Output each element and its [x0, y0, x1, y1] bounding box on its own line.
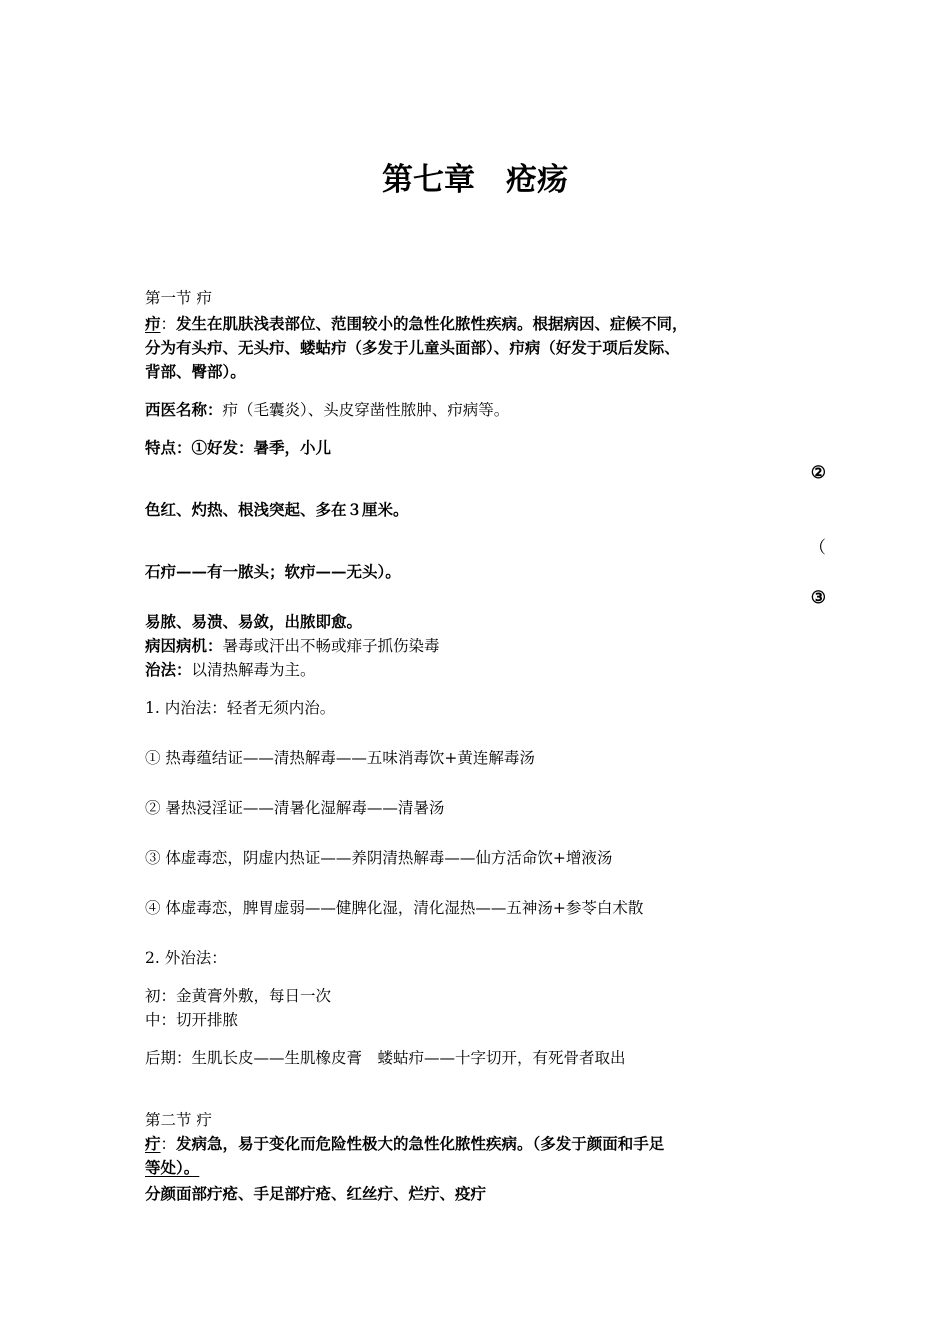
- definition-separator: ：: [160, 315, 177, 333]
- western-name-text: 疖（毛囊炎）、头皮穿凿性脓肿、疖病等。: [222, 401, 510, 419]
- external-step: 中：切开排脓: [145, 1011, 239, 1029]
- definition-term: 疔: [145, 1134, 161, 1153]
- types-line: 分颜面部疔疮、手足部疔疮、红丝疔、烂疔、疫疔: [145, 1184, 487, 1203]
- western-name-label: 西医名称：: [145, 400, 223, 419]
- definition-line: 等处）。: [145, 1158, 200, 1177]
- feature-line: 色红、灼热、根浅突起、多在３厘米。: [145, 500, 409, 519]
- external-step: 初：金黄膏外敷，每日一次: [145, 987, 332, 1005]
- treatment-line: [145, 658, 316, 682]
- page-title: 第七章 疮疡: [382, 162, 568, 198]
- prescription-item: ① 热毒蕴结证——清热解毒——五味消毒饮+黄连解毒汤: [145, 749, 535, 767]
- definition-term: 疖: [145, 314, 161, 333]
- feature-marker: ③: [810, 588, 826, 608]
- definition-line: [145, 312, 688, 336]
- prescription-item: ④ 体虚毒恋，脾胃虚弱——健脾化湿，清化湿热——五神汤+参苓白术散: [145, 899, 644, 917]
- definition-line: 分为有头疖、无头疖、蝼蛄疖（多发于儿童头面部）、疖病（好发于项后发际、: [145, 338, 680, 357]
- feature-line: 易脓、易溃、易敛，出脓即愈。: [145, 612, 363, 631]
- treatment-label: 治法：: [145, 660, 192, 679]
- section-heading: 第一节 疖: [145, 289, 212, 307]
- treatment-text: 以清热解毒为主。: [191, 661, 316, 679]
- definition-text: 发病急，易于变化而危险性极大的急性化脓性疾病。（多发于颜面和手足: [176, 1134, 665, 1153]
- definition-line: [145, 1132, 664, 1156]
- cause-text: 暑毒或汗出不畅或痱子抓伤染毒: [222, 637, 440, 655]
- feature-line: 特点：①好发：暑季，小儿: [145, 438, 332, 457]
- definition-separator: ：: [160, 1135, 177, 1153]
- prescription-item: ② 暑热浸淫证——清暑化湿解毒——清暑汤: [145, 799, 445, 817]
- feature-marker: ②: [810, 463, 826, 483]
- cause-label: 病因病机：: [145, 636, 223, 655]
- feature-line: 石疖——有一脓头；软疖——无头）。: [145, 562, 401, 581]
- feature-paren: （: [809, 538, 826, 558]
- external-step: 后期：生肌长皮——生肌橡皮膏 蝼蛄疖——十字切开，有死骨者取出: [145, 1049, 626, 1067]
- cause-line: [145, 634, 440, 658]
- western-name-line: [145, 398, 509, 422]
- section-heading: 第二节 疔: [145, 1111, 212, 1129]
- external-therapy-heading: 2. 外治法：: [145, 949, 227, 967]
- internal-therapy-heading: 1. 内治法：轻者无须内治。: [145, 699, 336, 717]
- definition-line: 背部、臀部）。: [145, 362, 246, 381]
- definition-text: 发生在肌肤浅表部位、范围较小的急性化脓性疾病。根据病因、症候不同，: [176, 314, 688, 333]
- prescription-item: ③ 体虚毒恋，阴虚内热证——养阴清热解毒——仙方活命饮+增液汤: [145, 849, 613, 867]
